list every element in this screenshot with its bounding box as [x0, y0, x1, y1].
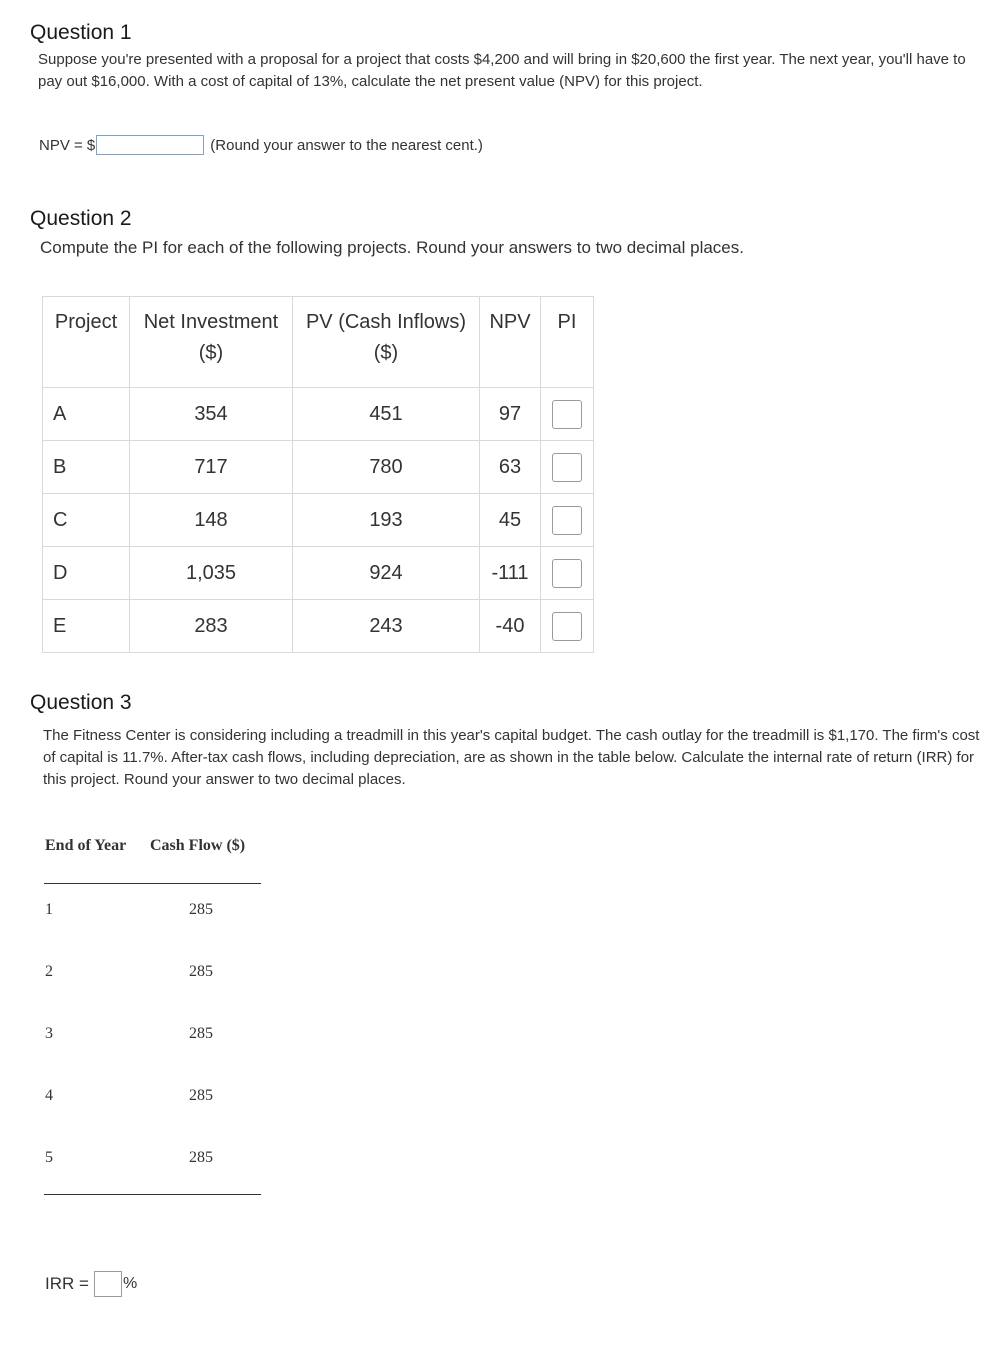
question-1-title: Question 1: [30, 21, 132, 44]
pv-cell: 193: [293, 494, 480, 547]
pv-cell: 243: [293, 600, 480, 653]
table-row: [43, 388, 594, 441]
project-cell: C: [43, 494, 130, 547]
pv-cell: 924: [293, 547, 480, 600]
project-cell: A: [43, 388, 130, 441]
pv-cell: 780: [293, 441, 480, 494]
header-npv: NPV: [480, 297, 541, 388]
irr-label: IRR =: [45, 1274, 89, 1293]
cash-flow-value: 285: [189, 1149, 213, 1166]
table-row: [43, 494, 594, 547]
cash-flow-value: 285: [189, 901, 213, 918]
header-cash-flow: Cash Flow ($): [150, 837, 246, 854]
investment-cell: 148: [130, 494, 293, 547]
header-pi: PI: [541, 297, 594, 388]
pv-cell: 451: [293, 388, 480, 441]
pi-cell: [541, 441, 594, 494]
pi-cell: [541, 388, 594, 441]
pi-input-a[interactable]: [552, 400, 582, 429]
npv-cell: -40: [480, 600, 541, 653]
cash-flow-year: 3: [45, 1025, 53, 1042]
pi-cell: [541, 547, 594, 600]
pi-input-e[interactable]: [552, 612, 582, 641]
npv-rounding-note: (Round your answer to the nearest cent.): [210, 136, 483, 154]
table-row: [43, 547, 594, 600]
irr-answer-row: [45, 1271, 137, 1297]
table-row: [43, 600, 594, 653]
project-cell: E: [43, 600, 130, 653]
cash-flow-year: 4: [45, 1087, 53, 1104]
npv-cell: -111: [480, 547, 541, 600]
question-3-text: The Fitness Center is considering including a treadmill in this year's capital budget. The cash outlay for the treadmill is $1,170. The firm's cost of capital is 11.7%. After-tax cash flows, including depreciation, are as shown in the table below. Calculate the internal rate of return (IRR) for this project. Round your answer to two decimal places.: [43, 727, 980, 788]
cash-flow-bottom-rule: [44, 1194, 261, 1195]
investment-cell: 283: [130, 600, 293, 653]
header-net-investment: Net Investment ($): [130, 297, 293, 388]
npv-answer-row: [39, 135, 483, 155]
cash-flow-value: 285: [189, 1087, 213, 1104]
pi-cell: [541, 600, 594, 653]
header-project: Project: [43, 297, 130, 388]
irr-percent-sign: %: [122, 1275, 138, 1292]
npv-input[interactable]: [96, 135, 204, 155]
irr-input[interactable]: [94, 1271, 122, 1297]
header-end-of-year: End of Year: [45, 837, 127, 854]
cash-flow-value: 285: [189, 963, 213, 980]
cash-flow-top-rule: [44, 883, 261, 884]
pi-input-d[interactable]: [552, 559, 582, 588]
question-2-text: Compute the PI for each of the following projects. Round your answers to two decimal places.: [40, 238, 744, 257]
header-pv-cash-inflows: PV (Cash Inflows) ($): [293, 297, 480, 388]
npv-cell: 97: [480, 388, 541, 441]
table-row: [43, 441, 594, 494]
npv-cell: 63: [480, 441, 541, 494]
investment-cell: 1,035: [130, 547, 293, 600]
question-3-title: Question 3: [30, 691, 132, 714]
cash-flow-year: 1: [45, 901, 53, 918]
pi-input-c[interactable]: [552, 506, 582, 535]
project-cell: B: [43, 441, 130, 494]
cash-flow-year: 5: [45, 1149, 53, 1166]
project-cell: D: [43, 547, 130, 600]
investment-cell: 717: [130, 441, 293, 494]
cash-flow-value: 285: [189, 1025, 213, 1042]
question-1-text: Suppose you're presented with a proposal for a project that costs $4,200 and will bring in $20,600 the first year. The next year, you'll have to pay out $16,000. With a cost of capital of 13%, calculate the net present value (NPV) for this project.: [38, 51, 966, 90]
question-2-title: Question 2: [30, 207, 132, 230]
npv-cell: 45: [480, 494, 541, 547]
pi-input-b[interactable]: [552, 453, 582, 482]
cash-flow-year: 2: [45, 963, 53, 980]
pi-cell: [541, 494, 594, 547]
npv-label: NPV = $: [39, 136, 96, 154]
investment-cell: 354: [130, 388, 293, 441]
pi-table: [42, 296, 594, 653]
pi-table-header-row: [43, 297, 594, 388]
